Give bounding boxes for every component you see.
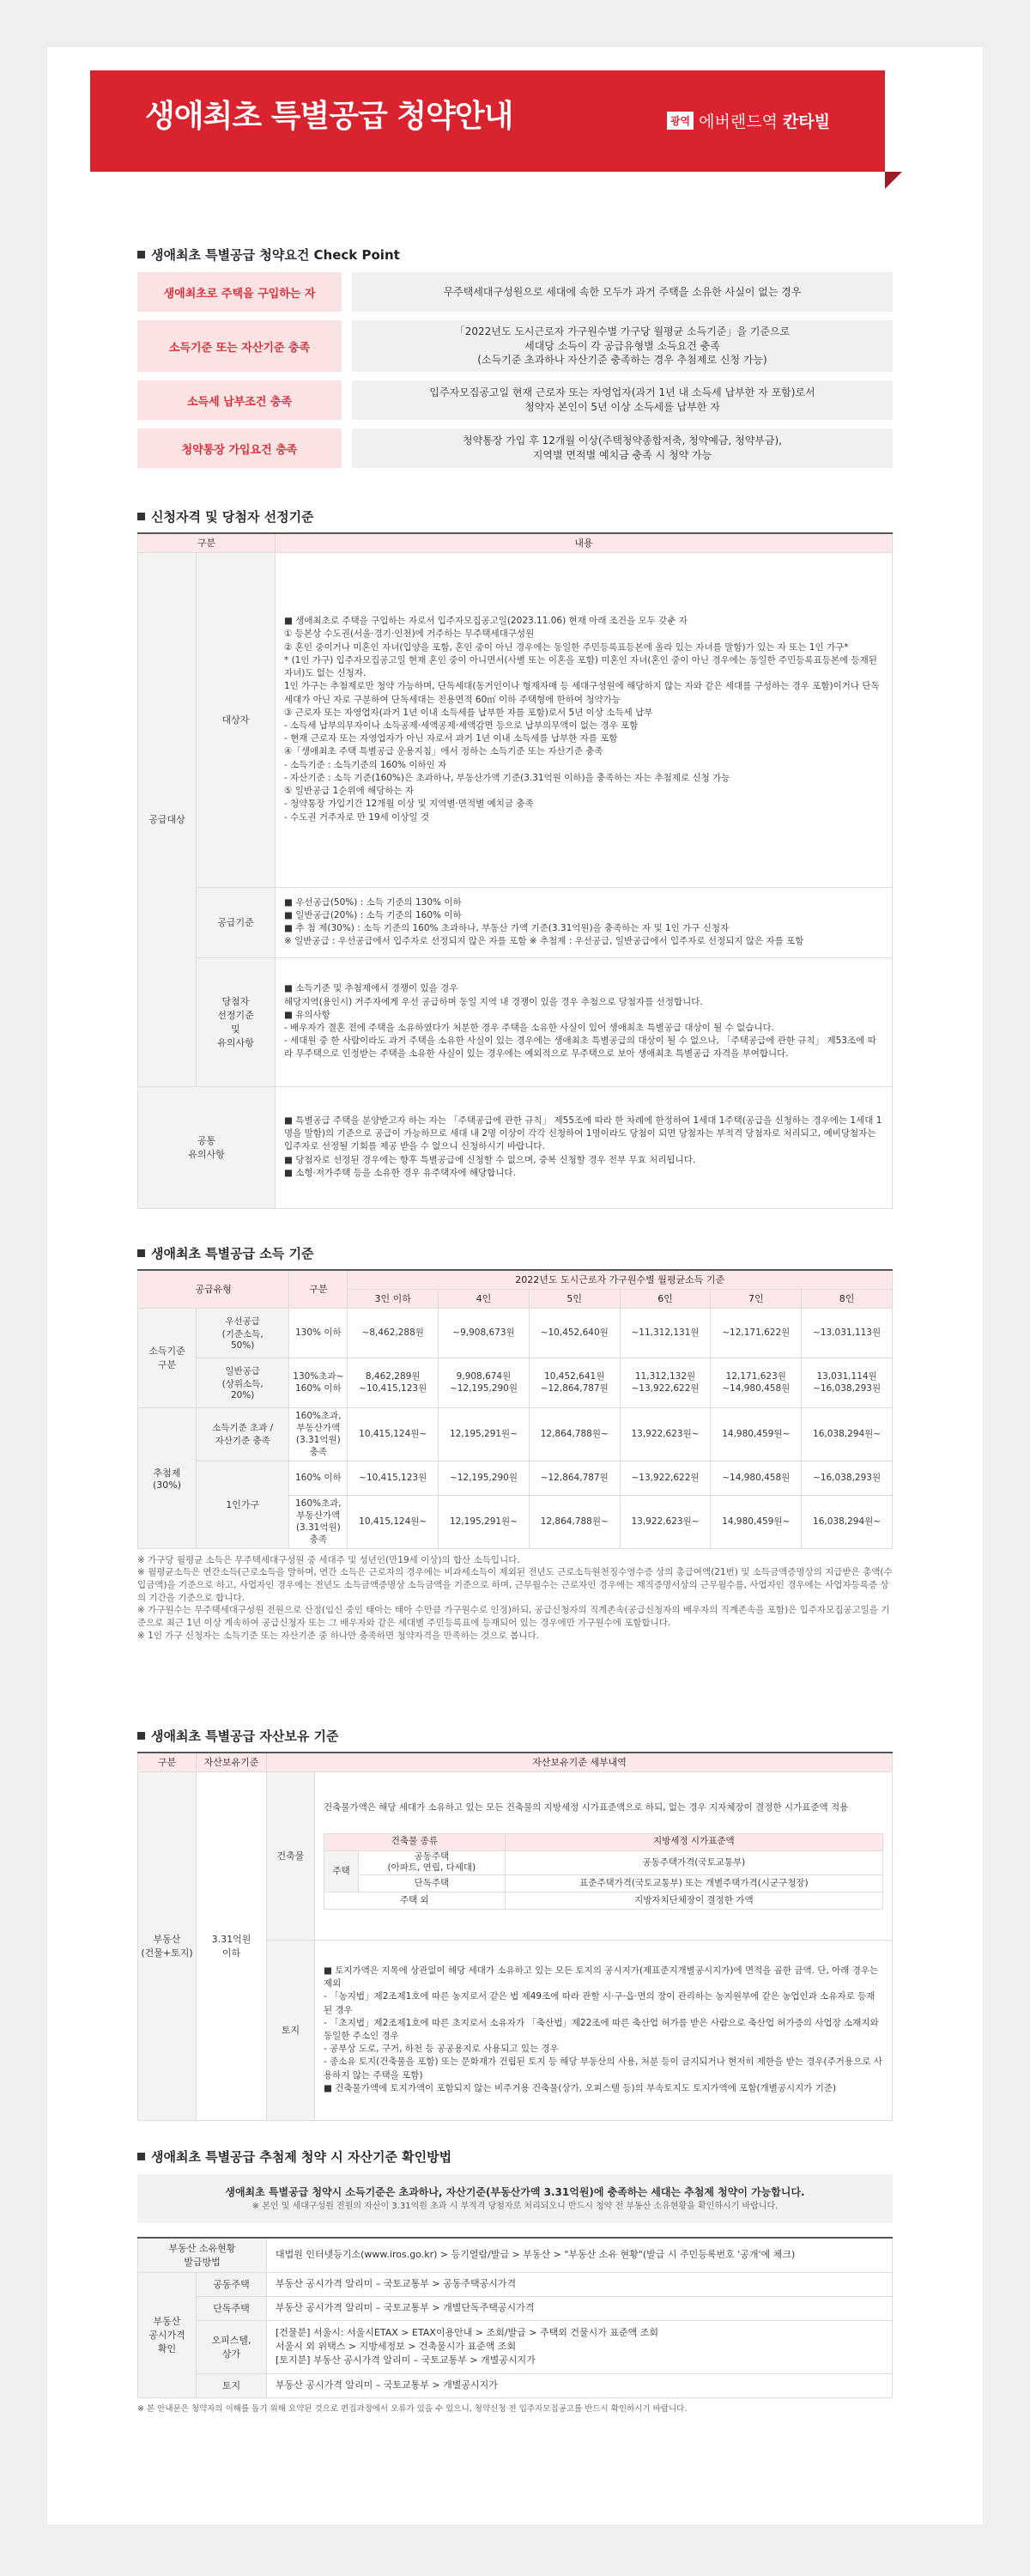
income-table bbox=[137, 1269, 893, 1549]
income-value-cell: 10,415,124원~ bbox=[348, 1407, 439, 1461]
income-value-cell: 13,922,623원~ bbox=[620, 1495, 711, 1548]
income-notes: ※ 가구당 월평균 소득은 무주택세대구성원 중 세대주 및 성년인(만19세 이상)의 합산 소득입니다. ※ 월평균소득은 연간소득(근로소득을 말하며, 연간 소득은 근로자의 경우에는 비과세소득이 제외된 전년도 근로소득원천징수영수증 상의 총급여액(21번) 및 소득금액증명상의 지급받은 총액(수입금액)을 기준으로 하고, 사업자인 경우에는 전년도 소득금액증명상 소득금액을 기준으로 하며, 근무월수는 근로자인 경우에는 재직증명서상의 근무월수를, 사업자인 경우에는 사업자등록증 상의 기간을 기준으로 합니다. ※ 가구원수는 무주택세대구성원 전원으로 산정(임신 중인 태아는 태아 수만큼 가구원수로 인정)하되, 공급신청자의 직계존속(공급신청자의 배우자의 직계존속을 포함)은 입주자모집공고일을 기준으로 최근 1년 이상 계속하여 공급신청자 또는 그 배우자와 같은 세대별 주민등록표에 등재되어 있는 경우에만 가구원수에 포함합니다. ※ 1인 가구 신청자는 소득기준 또는 자산기준 중 하나만 충족하면 청약자격을 만족하는 것으로 봅니다. bbox=[137, 1554, 893, 1641]
table-row bbox=[138, 1358, 893, 1407]
income-value-cell: 12,864,788원~ bbox=[529, 1495, 620, 1548]
asset-section bbox=[137, 1726, 893, 2121]
income-value-cell: ~11,312,131원 bbox=[620, 1308, 711, 1358]
income-value-cell: ~10,415,123원 bbox=[348, 1461, 439, 1495]
table-row bbox=[138, 2272, 893, 2296]
target-label: 대상자 bbox=[197, 552, 276, 887]
t-etc: 주택 외 bbox=[324, 1892, 506, 1909]
check-kind: 단독주택 bbox=[197, 2296, 267, 2320]
checkpoint-row bbox=[137, 428, 893, 468]
building-label: 건축물 bbox=[267, 1771, 315, 1940]
h-gubun: 구분 bbox=[138, 1753, 197, 1771]
household-size-header: 6인 bbox=[620, 1289, 711, 1308]
income-value-cell: 12,195,291원~ bbox=[439, 1407, 530, 1461]
winner-label: 당첨자 선정기준 및 유의사항 bbox=[197, 957, 276, 1086]
household-size-header: 8인 bbox=[802, 1289, 893, 1308]
winner-text: ■ 소득기준 및 추첨제에서 경쟁이 있을 경우 해당지역(용인시) 거주자에게 우선 공급하며 동일 지역 내 경쟁이 있을 경우 추첨으로 당첨자를 선정합니다. ■ 유의사항 - 배우자가 결혼 전에 주택을 소유하였다가 처분한 경우 주택을 소유한 사실이 있어 생애최초 특별공급 대상이 될 수 없습니다. - 세대원 중 한 사람이라도 과거 주택을 소유한 사실이 있는 경우에는 생애최초 특별공급의 대상이 될 수 없으나, 「주택공급에 관한 규칙」 제53조에 따라 무주택으로 인정받는 주택을 소유한 사실이 있는 경우에는 예외적으로 무주택으로 보아 생애최초 특별공급 자격을 부여합니다. bbox=[276, 957, 893, 1086]
income-value-cell: 16,038,294원~ bbox=[802, 1495, 893, 1548]
table-row bbox=[138, 1461, 893, 1495]
checkpoint-section bbox=[137, 245, 893, 468]
region-badge: 광역 bbox=[667, 112, 694, 130]
qualification-table bbox=[137, 532, 893, 1209]
check-value: 부동산 공시가격 알리미 – 국토교통부 > 개별공시지가 bbox=[267, 2373, 893, 2397]
income-value-cell: 12,195,291원~ bbox=[439, 1495, 530, 1548]
standard-label: 공급기준 bbox=[197, 887, 276, 957]
table-row bbox=[138, 2373, 893, 2397]
income-value-cell: 14,980,459원~ bbox=[711, 1495, 802, 1548]
common-label: 공통 유의사항 bbox=[138, 1086, 276, 1208]
income-value-cell: ~8,462,288원 bbox=[348, 1308, 439, 1358]
header-banner bbox=[90, 70, 885, 172]
bullet-square-icon bbox=[137, 1249, 145, 1257]
section-heading: 생애최초 특별공급 소득 기준 bbox=[137, 1243, 893, 1262]
type-label: 1인가구 bbox=[197, 1461, 289, 1548]
income-value-cell: ~13,031,113원 bbox=[802, 1308, 893, 1358]
t-kind-cell: 공동주택 (아파트, 연립, 다세대) bbox=[359, 1850, 506, 1874]
status-text: 대법원 인터넷등기소(www.iros.go.kr) > 등기열람/발급 > 부동산 > "부동산 소유 현황"(발급 시 주민등록번호 '공개'에 체크) bbox=[267, 2238, 893, 2272]
gubun-cell: 160%초과, 부동산가액 (3.31억원) 충족 bbox=[289, 1407, 348, 1461]
bullet-square-icon bbox=[137, 251, 145, 258]
checkpoint-key: 소득기준 또는 자산기준 충족 bbox=[137, 320, 342, 372]
h-detail: 자산보유기준 세부내역 bbox=[267, 1753, 893, 1771]
building-text: 건축물가액은 해당 세대가 소유하고 있는 모든 건축물의 지방세정 시가표준액으로 하되, 없는 경우 지자체장이 결정한 시가표준액 적용 bbox=[324, 1802, 849, 1814]
section-heading: 생애최초 특별공급 자산보유 기준 bbox=[137, 1726, 893, 1745]
income-value-cell: 13,922,623원~ bbox=[620, 1407, 711, 1461]
lottery-banner bbox=[137, 2174, 893, 2223]
income-value-cell: 12,864,788원~ bbox=[529, 1407, 620, 1461]
page-title: 생애최초 특별공급 청약안내 bbox=[145, 99, 513, 134]
gubun-cell: 130% 이하 bbox=[289, 1308, 348, 1358]
table-row bbox=[138, 1308, 893, 1358]
lottery-main: 생애최초 특별공급 청약시 소득기준은 초과하나, 자산기준(부동산가액 3.31억원)에 충족하는 세대는 추첨제 청약이 가능합니다. bbox=[225, 2186, 805, 2198]
checkpoint-row bbox=[137, 320, 893, 372]
household-size-header: 5인 bbox=[529, 1289, 620, 1308]
income-value-cell: 16,038,294원~ bbox=[802, 1407, 893, 1461]
income-value-cell: 11,312,132원 ~13,922,622원 bbox=[620, 1358, 711, 1407]
col-gubun: 구분 bbox=[138, 533, 276, 552]
household-size-header: 4인 bbox=[439, 1289, 530, 1308]
income-value-cell: 10,452,641원 ~12,864,787원 bbox=[529, 1358, 620, 1407]
check-value: [건물분] 서울시: 서울시ETAX > ETAX이용안내 > 조회/발급 > 주택외 건물시가 표준액 조회 서울시 외 위택스 > 지방세정보 > 건축물시가 표준액 조회 [토지분] 부동산 공시가격 알리미 – 국토교통부 > 개별공시지가 bbox=[267, 2320, 893, 2373]
realty-label: 부동산 (건물+토지) bbox=[138, 1771, 197, 2120]
income-value-cell: ~12,171,622원 bbox=[711, 1308, 802, 1358]
checkpoint-value: 무주택세대구성원으로 세대에 속한 모두가 과거 주택을 소유한 사실이 없는 경우 bbox=[352, 272, 893, 312]
group-label: 소득기준 구분 bbox=[138, 1308, 197, 1407]
status-label: 부동산 소유현황 발급방법 bbox=[138, 2238, 267, 2272]
land-text: ■ 토지가액은 지목에 상관없이 해당 세대가 소유하고 있는 모든 토지의 공시지가(제표준지개별공시지가)에 면적을 곱한 금액. 단, 아래 경우는 제외 - 「농지법」제2조제1호에 따른 농지로서 같은 법 제49조에 따라 관할 시·구·읍·면의 장이 관리하는 농지원부에 같은 농업인과 소유자로 등재된 경우 - 「초지법」제2조제1호에 따른 초지로서 소유자가 「축산법」제22조에 따른 축산업 허가를 받은 사람으로 축산업 허가증의 사업장 소재지와 동일한 주소인 경우 - 공부상 도로, 구거, 하천 등 공공용지로 사용되고 있는 경우 - 종소유 토지(건축물을 포함) 또는 문화재가 건립된 토지 등 해당 부동산의 사용, 처분 등이 금지되거나 현저히 제한을 받는 경우(주거용으로 사용하지 않는 주택을 포함) ■ 건축물가액에 토지가액이 포함되지 않는 비주거용 건축물(상가, 오피스텔 등)의 부속토지도 토지가액에 포함(개별공시지가 기준) bbox=[315, 1940, 893, 2120]
checkpoint-row bbox=[137, 380, 893, 420]
h-type: 공급유형 bbox=[138, 1270, 289, 1308]
lottery-sub: ※ 본인 및 세대구성원 전원의 자산이 3.31억원 초과 시 부적격 당첨자로 처리되오니 반드시 청약 전 부동산 소유현황을 확인하시기 바랍니다. bbox=[251, 2202, 779, 2211]
income-section bbox=[137, 1243, 893, 1642]
bullet-square-icon bbox=[137, 2153, 145, 2160]
checkpoint-key: 소득세 납부조건 충족 bbox=[137, 380, 342, 420]
brand-name: 칸타빌 bbox=[782, 112, 830, 131]
common-text: ■ 특별공급 주택을 분양받고자 하는 자는 「주택공급에 관한 규칙」 제55조에 따라 한 차례에 한정하여 1세대 1주택(공급을 신청하는 경우에는 1세대 1명을 말함)의 기준으로 공급이 가능하므로 세대 내 2명 이상이 각각 신청하여 1명이라도 당첨이 되면 당첨자는 부적격 당첨자로 처리되고, 예비당첨자는 입주자로 선정될 기회를 제공 받을 수 없으니 신청하시기 바랍니다. ■ 당첨자로 선정된 경우에는 향후 특별공급에 신청할 수 없으며, 중복 신청할 경우 전부 무효 처리됩니다. ■ 소형·저가주택 등을 소유한 경우 유주택자에 해당합니다. bbox=[276, 1086, 893, 1208]
income-value-cell: ~16,038,293원 bbox=[802, 1461, 893, 1495]
bullet-square-icon bbox=[137, 1732, 145, 1740]
bullet-square-icon bbox=[137, 513, 145, 520]
checkpoint-value: 입주자모집공고일 현재 근로자 또는 자영업자(과거 1년 내 소득세 납부한 자 포함)로서 청약자 본인이 5년 이상 소득세를 납부한 자 bbox=[352, 380, 893, 420]
income-value-cell: 14,980,459원~ bbox=[711, 1407, 802, 1461]
building-price-table bbox=[324, 1833, 883, 1910]
section-heading: 생애최초 특별공급 추첨제 청약 시 자산기준 확인방법 bbox=[137, 2147, 893, 2166]
income-value-cell: ~10,452,640원 bbox=[529, 1308, 620, 1358]
section-heading: 생애최초 특별공급 청약요건 Check Point bbox=[137, 245, 893, 264]
income-value-cell: 8,462,289원 ~10,415,123원 bbox=[348, 1358, 439, 1407]
supply-target-label: 공급대상 bbox=[138, 552, 197, 1086]
gubun-cell: 160% 이하 bbox=[289, 1461, 348, 1495]
table-row bbox=[138, 2320, 893, 2373]
amount-label: 3.31억원 이하 bbox=[197, 1771, 267, 2120]
income-value-cell: 13,031,114원 ~16,038,293원 bbox=[802, 1358, 893, 1407]
type-label: 우선공급 (기준소득, 50%) bbox=[197, 1308, 289, 1358]
h-std: 자산보유기준 bbox=[197, 1753, 267, 1771]
income-value-cell: ~12,195,290원 bbox=[439, 1461, 530, 1495]
checkpoint-key: 청약통장 가입요건 충족 bbox=[137, 428, 342, 468]
t-price-cell: 표준주택가격(국토교통부) 또는 개별주택가격(시군구청장) bbox=[505, 1874, 882, 1892]
h-gubun: 구분 bbox=[289, 1270, 348, 1308]
income-value-cell: ~12,864,787원 bbox=[529, 1461, 620, 1495]
income-value-cell: 9,908,674원 ~12,195,290원 bbox=[439, 1358, 530, 1407]
check-value: 부동산 공시가격 알리미 – 국토교통부 > 개별단독주택공시가격 bbox=[267, 2296, 893, 2320]
income-value-cell: ~14,980,458원 bbox=[711, 1461, 802, 1495]
type-label: 소득기준 초과 / 자산기준 충족 bbox=[197, 1407, 289, 1461]
check-value: 부동산 공시가격 알리미 – 국토교통부 > 공동주택공시가격 bbox=[267, 2272, 893, 2296]
lottery-section bbox=[137, 2147, 893, 2415]
asset-table bbox=[137, 1752, 893, 2121]
type-label: 일반공급 (상위소득, 20%) bbox=[197, 1358, 289, 1407]
household-size-header: 3인 이하 bbox=[348, 1289, 439, 1308]
standard-text: ■ 우선공급(50%) : 소득 기준의 130% 이하 ■ 일반공급(20%) : 소득 기준의 160% 이하 ■ 추 첨 제(30%) : 소득 기준의 160% 초과하나, 부동산 가액 기준(3.31억원)을 충족하는 자 및 1인 가구 신청자 ※ 일반공급 : 우선공급에서 입주자로 선정되지 않은 자를 포함 ※ 추첨제 : 우선공급, 일반공급에서 입주자로 선정되지 않은 자를 포함 bbox=[276, 887, 893, 957]
t-house: 주택 bbox=[324, 1850, 359, 1892]
t-kind-cell: 단독주택 bbox=[359, 1874, 506, 1892]
land-label: 토지 bbox=[267, 1940, 315, 2120]
brand-logo bbox=[667, 109, 830, 132]
table-row bbox=[138, 2296, 893, 2320]
check-kind: 오피스텔, 상가 bbox=[197, 2320, 267, 2373]
footnote: ※ 본 안내문은 청약자의 이해를 돕기 위해 요약된 것으로 편집과정에서 오류가 있을 수 있으니, 청약신청 전 입주자모집공고를 반드시 확인하시기 바랍니다. bbox=[137, 2403, 688, 2414]
income-value-cell: ~13,922,622원 bbox=[620, 1461, 711, 1495]
checkpoint-value: 청약통장 가입 후 12개월 이상(주택청약종합저축, 청약예금, 청약부금), 지역별 면적별 예치금 충족 시 청약 가능 bbox=[352, 428, 893, 468]
checkpoint-row bbox=[137, 272, 893, 312]
table-row bbox=[138, 1407, 893, 1461]
t-kind: 건축물 종류 bbox=[324, 1833, 506, 1850]
col-content: 내용 bbox=[276, 533, 893, 552]
target-text: ■ 생애최초로 주택을 구입하는 자로서 입주자모집공고일(2023.11.06) 현재 아래 조건을 모두 갖춘 자 ① 등본상 수도권(서울·경기·인천)에 거주하는 무주택세대구성원 ② 혼인 중이거나 미혼인 자녀(입양을 포함, 혼인 중이 아닌 경우에는 동일한 주민등록표등본에 올라 있는 자녀를 말함)가 있는 자 또는 1인 가구* * (1인 가구) 입주자모집공고일 현재 혼인 중이 아니면서(사별 또는 이혼을 포함) 미혼인 자녀(혼인 중이 아닌 경우에는 동일한 주민등록표등본에 등재된 자녀)도 없는 신청자. 1인 가구는 추첨제로만 청약 가능하며, 단독세대(동거인이나 형제자매 등 세대구성원에 해당하지 않는 자와 같은 세대를 구성하는 경우 포함)이거나 단독세대가 아닌 자로 구분하여 단독세대는 전용면적 60㎡ 이하 주택형에 한하여 청약가능 ③ 근로자 또는 자영업자(과거 1년 이내 소득세를 납부한 자를 포함)로서 5년 이상 소득세 납부 - 소득세 납부의무자이나 소득공제·세액공제·세액감면 등으로 납부의무액이 없는 경우 포함 - 현재 근로자 또는 자영업자가 아닌 자로서 과거 1년 이내 소득세를 납부한 자를 포함 ④「생애최초 주택 특별공급 운용지침」에서 정하는 소득기준 또는 자산기준 충족 - 소득기준 : 소득기준의 160% 이하인 자 - 자산기준 : 소득 기준(160%)은 초과하나, 부동산가액 기준(3.31억원 이하)을 충족하는 자는 추첨제로 신청 가능 ⑤ 일반공급 1순위에 해당하는 자 - 청약통장 가입기간 12개월 이상 및 지역별·면적별 예치금 충족 - 수도권 거주자로 만 19세 이상일 것 bbox=[276, 552, 893, 887]
check-kind: 토지 bbox=[197, 2373, 267, 2397]
t-price-cell: 공동주택가격(국토교통부) bbox=[505, 1850, 882, 1874]
qualification-section bbox=[137, 507, 893, 1209]
section-heading: 신청자격 및 당첨자 선정기준 bbox=[137, 507, 893, 526]
t-price: 지방세정 시가표준액 bbox=[505, 1833, 882, 1850]
checkpoint-key: 생애최초로 주택을 구입하는 자 bbox=[137, 272, 342, 312]
check-kind: 공동주택 bbox=[197, 2272, 267, 2296]
check-label: 부동산 공시가격 확인 bbox=[138, 2272, 197, 2397]
t-etc-price: 지방자치단체장이 결정한 가액 bbox=[505, 1892, 882, 1909]
income-value-cell: 12,171,623원 ~14,980,458원 bbox=[711, 1358, 802, 1407]
checkpoint-value: 「2022년도 도시근로자 가구원수별 가구당 월평균 소득기준」을 기준으로 세대당 소득이 각 공급유형별 소득요건 충족 (소득기준 초과하나 자산기준 충족하는 경우 추첨제로 신청 가능) bbox=[352, 320, 893, 372]
gubun-cell: 160%초과, 부동산가액 (3.31억원) 충족 bbox=[289, 1495, 348, 1548]
h-group: 2022년도 도시근로자 가구원수별 월평균소득 기준 bbox=[348, 1270, 893, 1289]
household-size-header: 7인 bbox=[711, 1289, 802, 1308]
station-name: 에버랜드역 bbox=[699, 112, 778, 131]
income-value-cell: ~9,908,673원 bbox=[439, 1308, 530, 1358]
lottery-table bbox=[137, 2237, 893, 2398]
group-label: 추첨제 (30%) bbox=[138, 1407, 197, 1548]
income-value-cell: 10,415,124원~ bbox=[348, 1495, 439, 1548]
gubun-cell: 130%초과~ 160% 이하 bbox=[289, 1358, 348, 1407]
